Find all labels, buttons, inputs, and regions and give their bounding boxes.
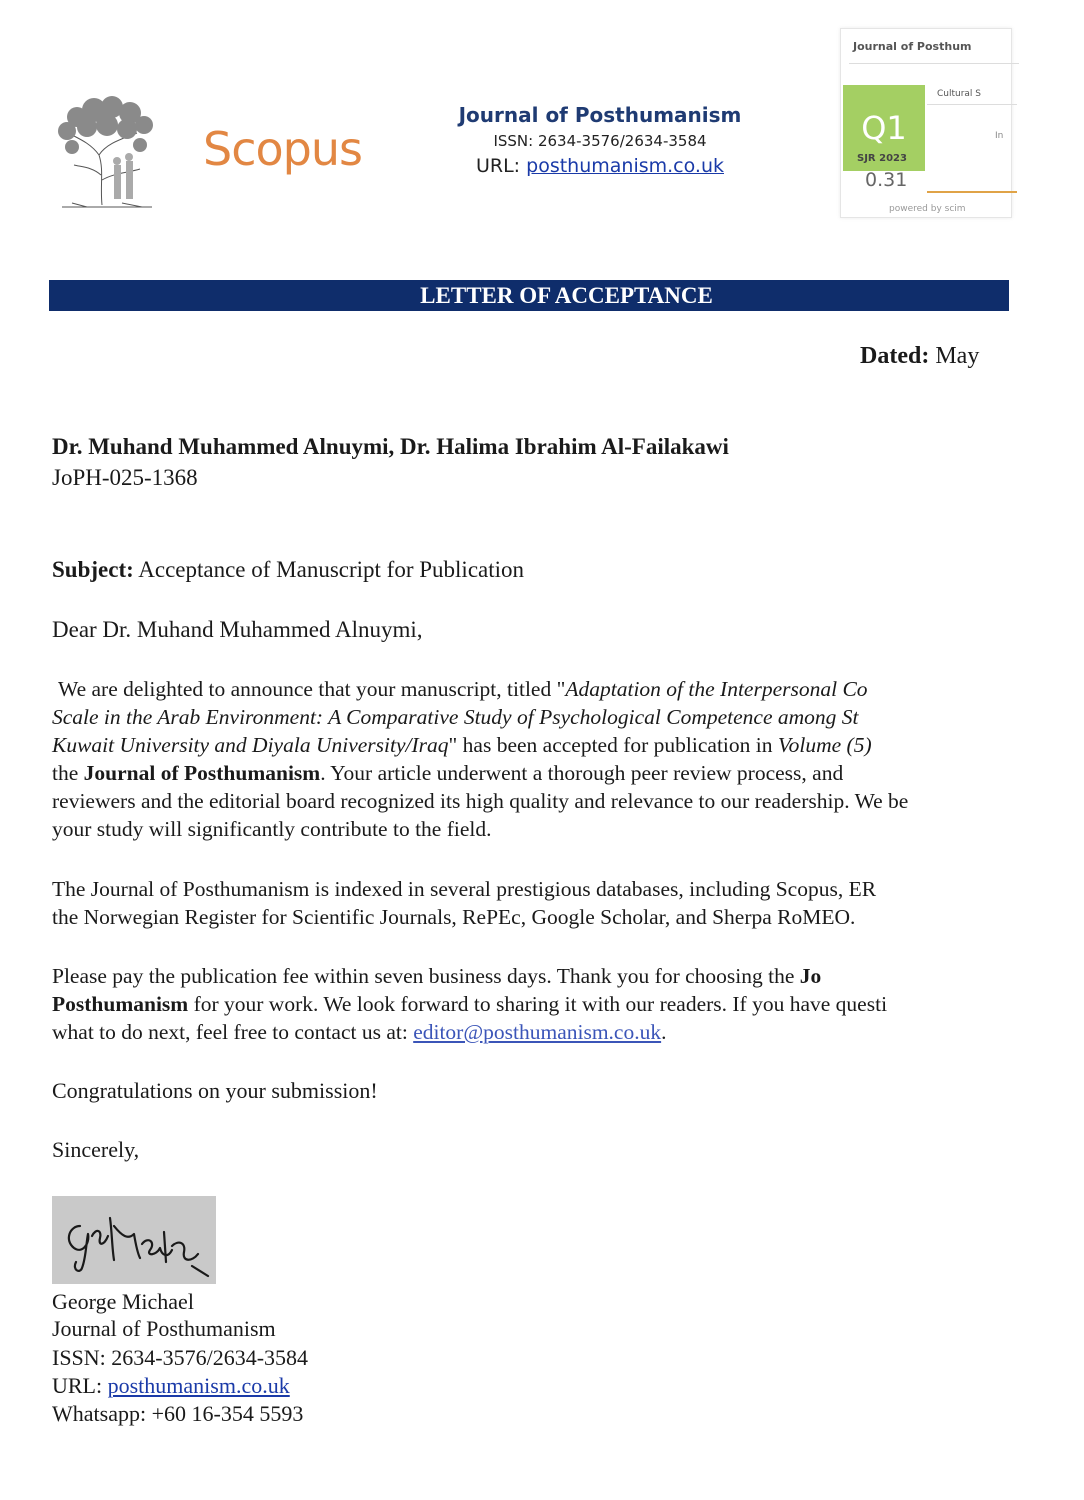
paragraph1-line5: reviewers and the editorial board recognized its high quality and relevance to our readership. We be: [52, 789, 909, 813]
scimago-quartile-badge: [840, 28, 1012, 218]
badge-journal-title: Journal of Posthum: [853, 40, 972, 53]
date-line: [860, 343, 979, 370]
paragraph3-line3: [52, 1020, 666, 1045]
sjr-value: 0.31: [865, 169, 908, 191]
p3-text: for your work. We look forward to sharing it with our readers. If you have questi: [188, 992, 888, 1016]
signatory-url-link[interactable]: posthumanism.co.uk: [107, 1373, 290, 1398]
subject-value: Acceptance of Manuscript for Publication: [138, 557, 525, 582]
p3-text: what to do next, feel free to contact us at:: [52, 1020, 414, 1044]
badge-small-text: In: [995, 131, 1004, 141]
manuscript-title-part: Adaptation of the Interpersonal Co: [565, 677, 868, 701]
scopus-logo: Scopus: [203, 122, 362, 176]
handwritten-signature: [52, 1196, 216, 1284]
signatory-url-line: [52, 1373, 290, 1399]
url-label: URL:: [52, 1373, 103, 1398]
signatory-journal: Journal of Posthumanism: [52, 1316, 276, 1341]
badge-category-line: [927, 104, 1017, 105]
signatory-whatsapp: Whatsapp: +60 16-354 5593: [52, 1401, 304, 1426]
volume-number: Volume (5): [777, 733, 872, 757]
journal-url-line: [455, 155, 745, 177]
signatory-issn: ISSN: 2634-3576/2634-3584: [52, 1345, 309, 1370]
manuscript-title-part: Scale in the Arab Environment: A Comparative Study of Psychological Competence among St: [52, 705, 859, 729]
sjr-trend-line: [927, 191, 1017, 193]
subject-label: Subject:: [52, 557, 134, 582]
sign-off: Sincerely,: [52, 1137, 140, 1162]
dated-value: May: [935, 343, 980, 369]
elsevier-tree-logo: [52, 95, 162, 213]
manuscript-reference: JoPH-025-1368: [52, 465, 198, 490]
manuscript-title-part: Kuwait University and Diyala University/Iraq: [52, 733, 449, 757]
paragraph3-line2: [52, 992, 887, 1017]
p1-text: We are delighted to announce that your manuscript, titled ": [58, 677, 566, 701]
journal-name-bold: Posthumanism: [52, 992, 189, 1016]
p1-text: " has been accepted for publication in: [448, 733, 778, 757]
paragraph2-line1: The Journal of Posthumanism is indexed in several prestigious databases, including Scopus, ER: [52, 877, 877, 901]
badge-divider: [849, 63, 1019, 64]
recipients: Dr. Muhand Muhammed Alnuymi, Dr. Halima Ibrahim Al-Failakawi: [52, 434, 729, 459]
journal-url-link[interactable]: posthumanism.co.uk: [526, 155, 724, 177]
journal-name-bold: Journal of Posthumanism: [83, 761, 321, 785]
journal-issn: ISSN: 2634-3576/2634-3584: [493, 132, 707, 150]
dated-label: Dated:: [860, 343, 930, 369]
signatory-name: George Michael: [52, 1289, 194, 1314]
letter-title: LETTER OF ACCEPTANCE: [420, 283, 713, 308]
p1-text: the: [52, 761, 84, 785]
subject-line: [52, 557, 524, 583]
paragraph1-line1: [58, 677, 868, 702]
letter-banner: [49, 280, 1009, 311]
p1-text: . Your article underwent a thorough peer review process, and: [320, 761, 844, 785]
sjr-label: SJR 2023: [857, 153, 907, 164]
paragraph2-line2: the Norwegian Register for Scientific Journals, RePEc, Google Scholar, and Sherpa RoMEO.: [52, 905, 856, 929]
paragraph1-line2: [52, 705, 859, 730]
badge-category: Cultural S: [937, 89, 982, 99]
powered-by-text: powered by scim: [889, 204, 966, 214]
quartile-box: Q1: [843, 85, 925, 171]
p3-text: Please pay the publication fee within seven business days. Thank you for choosing the: [52, 964, 800, 988]
paragraph1-line6: your study will significantly contribute to the field.: [52, 817, 492, 841]
journal-header: [455, 103, 745, 177]
congratulations-line: Congratulations on your submission!: [52, 1078, 378, 1103]
p3-text: .: [661, 1020, 667, 1044]
editor-email-link[interactable]: editor@posthumanism.co.uk: [413, 1020, 662, 1044]
paragraph1-line3: [52, 733, 872, 758]
paragraph3-line1: [52, 964, 821, 989]
salutation: Dear Dr. Muhand Muhammed Alnuymi,: [52, 617, 423, 642]
journal-name-bold: Jo: [799, 964, 822, 988]
journal-name: Journal of Posthumanism: [458, 103, 742, 127]
url-label: URL:: [475, 155, 521, 177]
paragraph1-line4: [52, 761, 843, 786]
